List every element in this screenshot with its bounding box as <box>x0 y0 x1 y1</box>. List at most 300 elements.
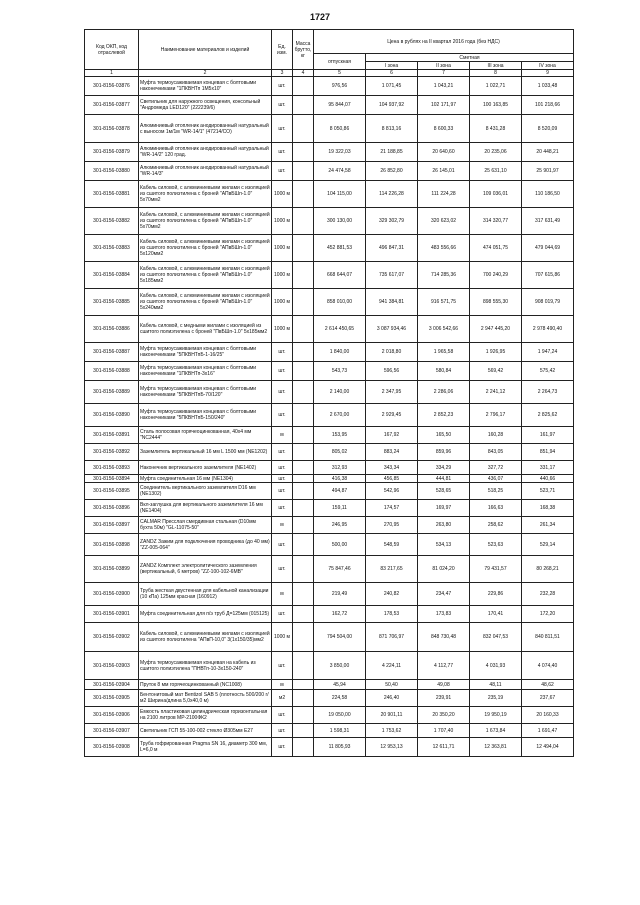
header-zone1: I зона <box>366 62 418 70</box>
row-price-zone2: 1 965,58 <box>418 343 470 362</box>
row-price-zone2: 239,91 <box>418 690 470 707</box>
row-code: 301-8156-03882 <box>85 208 139 235</box>
row-mass <box>293 707 314 724</box>
row-code: 301-8156-03901 <box>85 606 139 623</box>
header-unit: Ед. изм. <box>272 30 293 70</box>
row-unit: шт. <box>272 534 293 556</box>
row-code: 301-8156-03894 <box>85 475 139 483</box>
row-unit: м <box>272 517 293 534</box>
row-price-zone4: 1 033,48 <box>522 77 574 96</box>
table-row <box>85 316 574 343</box>
row-price-zone4: 20 448,21 <box>522 143 574 162</box>
row-unit: шт. <box>272 404 293 427</box>
row-name: Алюминиевый отопленик анодированный натуральный "WR-14/2" 120 град. <box>139 143 272 162</box>
row-code: 301-8156-03908 <box>85 738 139 757</box>
row-price-zone4: 101 218,66 <box>522 96 574 115</box>
row-unit: м2 <box>272 690 293 707</box>
row-price-release: 8 050,86 <box>314 115 366 143</box>
row-mass <box>293 556 314 583</box>
row-name: ZANDZ Зажим для подключения проводника (до 40 мм) "ZZ-005-064" <box>139 534 272 556</box>
row-price-release: 219,49 <box>314 583 366 606</box>
row-price-zone3: 518,25 <box>470 483 522 500</box>
col-number: 2 <box>139 70 272 77</box>
table-row <box>85 517 574 534</box>
table-row <box>85 427 574 444</box>
row-price-zone2: 528,65 <box>418 483 470 500</box>
row-name: Кабель силовой, с алюминиевыми жилами с изоляцией из сшитого полиэтилена с броней "АПвБШп-1.0" 5х70мм2 <box>139 181 272 208</box>
row-mass <box>293 362 314 381</box>
row-code: 301-8156-03902 <box>85 623 139 652</box>
row-name: Муфта термоусаживаемая концевая с болтовыми наконечниками "1ПКВНТп-3х16" <box>139 362 272 381</box>
row-unit: шт. <box>272 707 293 724</box>
row-mass <box>293 517 314 534</box>
row-price-zone1: 548,59 <box>366 534 418 556</box>
row-mass <box>293 583 314 606</box>
row-unit: 1000 м <box>272 289 293 316</box>
row-price-zone3: 843,05 <box>470 444 522 461</box>
row-price-zone4: 1 691,47 <box>522 724 574 738</box>
row-price-zone3: 170,41 <box>470 606 522 623</box>
header-zone2: II зона <box>418 62 470 70</box>
row-price-zone1: 2 347,95 <box>366 381 418 404</box>
table-row <box>85 724 574 738</box>
row-price-release: 19 322,03 <box>314 143 366 162</box>
row-price-zone4: 161,97 <box>522 427 574 444</box>
row-price-zone4: 110 186,50 <box>522 181 574 208</box>
row-name: Алюминиевый отопленик анодированный натуральный "WR-14/3" <box>139 162 272 181</box>
row-unit: шт. <box>272 115 293 143</box>
table-row <box>85 404 574 427</box>
row-code: 301-8156-03907 <box>85 724 139 738</box>
row-price-release: 104 115,00 <box>314 181 366 208</box>
row-price-zone2: 1 707,40 <box>418 724 470 738</box>
row-mass <box>293 738 314 757</box>
table-row <box>85 483 574 500</box>
row-price-zone3: 832 047,53 <box>470 623 522 652</box>
row-price-zone3: 235,19 <box>470 690 522 707</box>
row-price-release: 246,95 <box>314 517 366 534</box>
table-row <box>85 461 574 475</box>
row-price-zone4: 575,42 <box>522 362 574 381</box>
row-name: Кабель силовой, с алюминиевыми жилами с изоляцией из сшитого полиэтилена с броней "АПвБШп-1.0" 5х120мм2 <box>139 235 272 262</box>
header-code: Код ОКП, код отраслевой <box>85 30 139 70</box>
row-price-release: 668 644,07 <box>314 262 366 289</box>
row-price-zone2: 2 852,23 <box>418 404 470 427</box>
row-price-zone2: 483 556,66 <box>418 235 470 262</box>
row-price-zone1: 329 302,79 <box>366 208 418 235</box>
row-mass <box>293 652 314 680</box>
table-row <box>85 262 574 289</box>
table-row <box>85 444 574 461</box>
row-mass <box>293 680 314 690</box>
row-price-zone1: 21 188,85 <box>366 143 418 162</box>
col-number: 4 <box>293 70 314 77</box>
row-price-zone3: 229,86 <box>470 583 522 606</box>
row-price-zone4: 80 268,21 <box>522 556 574 583</box>
row-price-zone1: 167,92 <box>366 427 418 444</box>
row-mass <box>293 623 314 652</box>
row-price-zone1: 20 901,11 <box>366 707 418 724</box>
row-code: 301-8156-03904 <box>85 680 139 690</box>
row-name: Муфта соединительная для п/э труб Д=125мм (015125) <box>139 606 272 623</box>
table-row <box>85 707 574 724</box>
row-unit: шт. <box>272 606 293 623</box>
row-code: 301-8156-03897 <box>85 517 139 534</box>
row-unit: шт. <box>272 652 293 680</box>
row-price-release: 805,02 <box>314 444 366 461</box>
row-price-zone4: 4 074,40 <box>522 652 574 680</box>
row-mass <box>293 606 314 623</box>
table-row <box>85 606 574 623</box>
row-unit: шт. <box>272 724 293 738</box>
row-price-zone4: 8 520,09 <box>522 115 574 143</box>
row-price-zone3: 160,28 <box>470 427 522 444</box>
row-price-zone4: 707 615,86 <box>522 262 574 289</box>
row-price-release: 19 050,00 <box>314 707 366 724</box>
table-row <box>85 500 574 517</box>
row-price-release: 1 840,00 <box>314 343 366 362</box>
row-price-zone3: 19 950,19 <box>470 707 522 724</box>
row-price-zone2: 916 571,75 <box>418 289 470 316</box>
row-price-zone4: 331,17 <box>522 461 574 475</box>
table-row <box>85 381 574 404</box>
row-mass <box>293 208 314 235</box>
row-code: 301-8156-03895 <box>85 483 139 500</box>
row-unit: м <box>272 583 293 606</box>
row-price-zone2: 111 224,28 <box>418 181 470 208</box>
row-price-release: 24 474,58 <box>314 162 366 181</box>
row-unit: 1000 м <box>272 316 293 343</box>
row-price-zone3: 1 673,84 <box>470 724 522 738</box>
row-name: Емкость пластиковая цилиндрическая горизонтальная на 2100 литров МР-2100ФК2 <box>139 707 272 724</box>
row-name: Соединитель вертикального заземлителя D16 мм (NE1302) <box>139 483 272 500</box>
row-unit: 1000 м <box>272 262 293 289</box>
row-name: Бентонитовый мат Bentizol SAB 5 (плотность 500/200 г/м2 Ширина/длина 5,0х40,0 м) <box>139 690 272 707</box>
row-unit: 1000 м <box>272 181 293 208</box>
row-price-zone1: 26 852,80 <box>366 162 418 181</box>
row-code: 301-8156-03878 <box>85 115 139 143</box>
row-price-zone4: 317 631,49 <box>522 208 574 235</box>
row-price-zone1: 8 813,16 <box>366 115 418 143</box>
row-code: 301-8156-03887 <box>85 343 139 362</box>
row-price-zone2: 102 171,97 <box>418 96 470 115</box>
row-price-zone2: 4 112,77 <box>418 652 470 680</box>
row-price-zone2: 165,50 <box>418 427 470 444</box>
row-price-zone3: 109 036,01 <box>470 181 522 208</box>
col-number: 3 <box>272 70 293 77</box>
row-mass <box>293 77 314 96</box>
row-code: 301-8156-03886 <box>85 316 139 343</box>
row-price-release: 543,73 <box>314 362 366 381</box>
row-code: 301-8156-03896 <box>85 500 139 517</box>
row-mass <box>293 181 314 208</box>
row-code: 301-8156-03884 <box>85 262 139 289</box>
row-price-release: 2 614 450,65 <box>314 316 366 343</box>
row-price-zone4: 440,66 <box>522 475 574 483</box>
row-price-zone2: 848 730,48 <box>418 623 470 652</box>
table-row <box>85 343 574 362</box>
row-price-zone3: 258,62 <box>470 517 522 534</box>
row-mass <box>293 235 314 262</box>
row-price-zone1: 50,40 <box>366 680 418 690</box>
row-price-release: 159,11 <box>314 500 366 517</box>
row-price-zone4: 840 811,51 <box>522 623 574 652</box>
table-row <box>85 208 574 235</box>
row-price-zone2: 81 024,20 <box>418 556 470 583</box>
row-price-release: 416,38 <box>314 475 366 483</box>
row-price-zone1: 456,85 <box>366 475 418 483</box>
header-estimate: Сметная <box>366 54 574 62</box>
row-name: Светильник ГСП 55-100-002 стекло Ø305мм Е27 <box>139 724 272 738</box>
row-name: CALMAR Пресслая смердивная стальная (D10мм бухта 50м) "GL-11075-50" <box>139 517 272 534</box>
row-unit: шт. <box>272 444 293 461</box>
row-price-release: 312,93 <box>314 461 366 475</box>
row-price-zone4: 48,62 <box>522 680 574 690</box>
row-price-zone1: 871 706,97 <box>366 623 418 652</box>
row-price-zone1: 83 217,65 <box>366 556 418 583</box>
header-mass: Масса брутто, кг <box>293 30 314 70</box>
row-price-zone4: 12 494,04 <box>522 738 574 757</box>
row-mass <box>293 316 314 343</box>
row-price-zone2: 20 640,60 <box>418 143 470 162</box>
row-code: 301-8156-03883 <box>85 235 139 262</box>
table-row <box>85 115 574 143</box>
row-price-zone4: 261,34 <box>522 517 574 534</box>
table-row <box>85 143 574 162</box>
row-price-zone4: 237,67 <box>522 690 574 707</box>
row-price-zone4: 2 978 490,40 <box>522 316 574 343</box>
row-mass <box>293 343 314 362</box>
row-name: Кабель силовой, с алюминиевыми жилами с изоляцией из сшитого полиэтилена "АПвП-10,0" 3(1х150/35)мм2 <box>139 623 272 652</box>
row-code: 301-8156-03889 <box>85 381 139 404</box>
row-code: 301-8156-03898 <box>85 534 139 556</box>
table-row <box>85 77 574 96</box>
row-price-zone1: 174,57 <box>366 500 418 517</box>
row-unit: м <box>272 680 293 690</box>
row-code: 301-8156-03906 <box>85 707 139 724</box>
row-price-release: 976,56 <box>314 77 366 96</box>
row-price-zone4: 908 019,79 <box>522 289 574 316</box>
row-price-zone1: 343,34 <box>366 461 418 475</box>
row-name: Алюминиевый отопленик анодированный натуральный с выносом 1м/1м "WR-14/1" (47214/СО) <box>139 115 272 143</box>
row-price-release: 858 010,00 <box>314 289 366 316</box>
row-price-zone4: 523,71 <box>522 483 574 500</box>
row-mass <box>293 461 314 475</box>
row-unit: шт. <box>272 143 293 162</box>
row-code: 301-8156-03893 <box>85 461 139 475</box>
header-zone3: III зона <box>470 62 522 70</box>
row-price-release: 500,00 <box>314 534 366 556</box>
row-unit: шт. <box>272 475 293 483</box>
row-price-zone3: 4 031,93 <box>470 652 522 680</box>
row-price-release: 75 847,46 <box>314 556 366 583</box>
row-mass <box>293 381 314 404</box>
row-unit: шт. <box>272 77 293 96</box>
row-price-zone2: 26 145,01 <box>418 162 470 181</box>
table-row <box>85 362 574 381</box>
row-price-release: 162,72 <box>314 606 366 623</box>
row-code: 301-8156-03888 <box>85 362 139 381</box>
table-row <box>85 623 574 652</box>
col-number: 6 <box>366 70 418 77</box>
row-unit: 1000 м <box>272 208 293 235</box>
row-price-zone2: 334,29 <box>418 461 470 475</box>
row-price-zone3: 700 240,29 <box>470 262 522 289</box>
row-code: 301-8156-03892 <box>85 444 139 461</box>
row-price-zone4: 168,38 <box>522 500 574 517</box>
row-price-release: 3 850,00 <box>314 652 366 680</box>
row-name: Муфта термоусаживаемая концевая с болтовыми наконечниками "5ПКВНТпБ-1-16/25" <box>139 343 272 362</box>
row-price-release: 11 805,93 <box>314 738 366 757</box>
row-mass <box>293 96 314 115</box>
row-price-release: 45,94 <box>314 680 366 690</box>
row-price-zone1: 941 384,81 <box>366 289 418 316</box>
row-price-zone3: 2 241,12 <box>470 381 522 404</box>
row-name: Вкл-заглушка для вертикального заземлителя 16 мм (NE1404) <box>139 500 272 517</box>
row-unit: 1000 м <box>272 235 293 262</box>
row-price-zone2: 534,13 <box>418 534 470 556</box>
row-unit: шт. <box>272 96 293 115</box>
table-row <box>85 162 574 181</box>
col-number: 9 <box>522 70 574 77</box>
row-name: Пруток 8 мм горячеоцинкованный (NC1008) <box>139 680 272 690</box>
header-name: Наименование материалов и изделий <box>139 30 272 70</box>
row-price-zone1: 735 617,07 <box>366 262 418 289</box>
row-mass <box>293 143 314 162</box>
row-unit: шт. <box>272 362 293 381</box>
row-price-zone1: 178,53 <box>366 606 418 623</box>
row-mass <box>293 534 314 556</box>
row-price-zone3: 898 555,30 <box>470 289 522 316</box>
row-price-zone2: 263,80 <box>418 517 470 534</box>
row-name: Наконечник вертикального заземлителя (NE1402) <box>139 461 272 475</box>
table-row <box>85 690 574 707</box>
row-price-zone3: 569,42 <box>470 362 522 381</box>
row-price-zone1: 1 753,62 <box>366 724 418 738</box>
row-mass <box>293 404 314 427</box>
row-name: Кабель силовой, с алюминиевыми жилами с изоляцией из сшитого полиэтилена с броней "АПвБШп-1.0" 5х70мм2 <box>139 208 272 235</box>
row-price-zone1: 270,95 <box>366 517 418 534</box>
table-row <box>85 235 574 262</box>
row-code: 301-8156-03876 <box>85 77 139 96</box>
row-unit: шт. <box>272 556 293 583</box>
row-mass <box>293 115 314 143</box>
row-name: Муфта термоусаживаемая концевая с болтовыми наконечниками "1ПКВНТп 1М5х10" <box>139 77 272 96</box>
row-price-zone1: 104 937,92 <box>366 96 418 115</box>
row-name: Сталь полосовая горячеоцинкованная, 40х4 мм "NC2444" <box>139 427 272 444</box>
row-price-zone3: 8 431,28 <box>470 115 522 143</box>
table-row <box>85 475 574 483</box>
row-price-zone2: 20 350,20 <box>418 707 470 724</box>
row-unit: шт. <box>272 461 293 475</box>
row-price-release: 300 130,00 <box>314 208 366 235</box>
row-price-zone2: 8 600,33 <box>418 115 470 143</box>
row-unit: шт. <box>272 483 293 500</box>
header-zone4: IV зона <box>522 62 574 70</box>
row-price-zone3: 25 631,10 <box>470 162 522 181</box>
col-number: 1 <box>85 70 139 77</box>
row-price-zone1: 2 018,80 <box>366 343 418 362</box>
row-price-release: 153,95 <box>314 427 366 444</box>
row-mass <box>293 690 314 707</box>
table-row <box>85 583 574 606</box>
table-row <box>85 96 574 115</box>
table-row <box>85 680 574 690</box>
row-name: Заземлитель вертикальный 16 мм L 1500 мм (NE1202) <box>139 444 272 461</box>
row-name: Кабель силовой, с алюминиевыми жилами с изоляцией из сшитого полиэтилена с броней "АПвБШп-1.0" 5х185мм2 <box>139 262 272 289</box>
row-name: Кабель силовой, с медными жилами с изоляцией из сшитого полиэтилена с броней "ПвБШп-1.0" 5х185мм2 <box>139 316 272 343</box>
row-price-zone2: 234,47 <box>418 583 470 606</box>
row-price-release: 224,58 <box>314 690 366 707</box>
row-price-zone3: 1 022,71 <box>470 77 522 96</box>
row-unit: шт. <box>272 343 293 362</box>
row-price-zone3: 79 431,57 <box>470 556 522 583</box>
row-price-zone3: 327,72 <box>470 461 522 475</box>
row-mass <box>293 444 314 461</box>
row-price-zone1: 114 226,28 <box>366 181 418 208</box>
row-price-zone4: 851,94 <box>522 444 574 461</box>
row-price-release: 2 670,00 <box>314 404 366 427</box>
row-price-zone3: 1 926,95 <box>470 343 522 362</box>
row-price-zone2: 320 623,02 <box>418 208 470 235</box>
row-price-zone2: 173,83 <box>418 606 470 623</box>
row-mass <box>293 289 314 316</box>
header-price-group: Цена в рублях на II квартал 2016 года (без НДС) <box>314 30 574 54</box>
row-code: 301-8156-03899 <box>85 556 139 583</box>
row-price-release: 452 881,53 <box>314 235 366 262</box>
row-name: Муфта соединительная 16 мм (NE1304) <box>139 475 272 483</box>
row-code: 301-8156-03877 <box>85 96 139 115</box>
row-unit: м <box>272 427 293 444</box>
row-name: Муфта термоусаживаемая концевая с болтовыми наконечниками "5ПКВНТпБ-70/120" <box>139 381 272 404</box>
table-row <box>85 556 574 583</box>
row-code: 301-8156-03900 <box>85 583 139 606</box>
row-price-zone3: 2 947 445,20 <box>470 316 522 343</box>
row-price-zone4: 2 264,73 <box>522 381 574 404</box>
row-name: Труба жесткая двустенная для кабельной канализации (10 кПа) 125мм красная (160912) <box>139 583 272 606</box>
row-price-zone2: 859,96 <box>418 444 470 461</box>
row-mass <box>293 483 314 500</box>
row-price-zone1: 542,96 <box>366 483 418 500</box>
table-row <box>85 534 574 556</box>
row-price-zone4: 2 825,62 <box>522 404 574 427</box>
row-name: Муфта термоусаживаемая концевая на кабель из сшитого полиэтилена "ПНВТп-10-3х150-240" <box>139 652 272 680</box>
row-unit: 1000 м <box>272 623 293 652</box>
row-code: 301-8156-03891 <box>85 427 139 444</box>
row-price-zone2: 580,84 <box>418 362 470 381</box>
row-unit: шт. <box>272 381 293 404</box>
row-price-zone2: 714 285,36 <box>418 262 470 289</box>
row-unit: шт. <box>272 500 293 517</box>
row-price-zone3: 2 796,17 <box>470 404 522 427</box>
col-number: 8 <box>470 70 522 77</box>
row-code: 301-8156-03890 <box>85 404 139 427</box>
row-price-zone3: 314 320,77 <box>470 208 522 235</box>
row-price-release: 494,87 <box>314 483 366 500</box>
row-price-zone2: 12 611,71 <box>418 738 470 757</box>
row-price-zone2: 3 006 542,66 <box>418 316 470 343</box>
row-code: 301-8156-03881 <box>85 181 139 208</box>
table-row <box>85 652 574 680</box>
col-number: 5 <box>314 70 366 77</box>
row-price-zone1: 596,56 <box>366 362 418 381</box>
row-price-zone4: 20 160,33 <box>522 707 574 724</box>
row-price-zone4: 479 044,69 <box>522 235 574 262</box>
row-code: 301-8156-03903 <box>85 652 139 680</box>
row-price-zone1: 1 071,45 <box>366 77 418 96</box>
row-price-zone3: 166,63 <box>470 500 522 517</box>
row-name: Кабель силовой, с алюминиевыми жилами с изоляцией из сшитого полиэтилена с броней "АПвБШп-1.0" 5х240мм2 <box>139 289 272 316</box>
